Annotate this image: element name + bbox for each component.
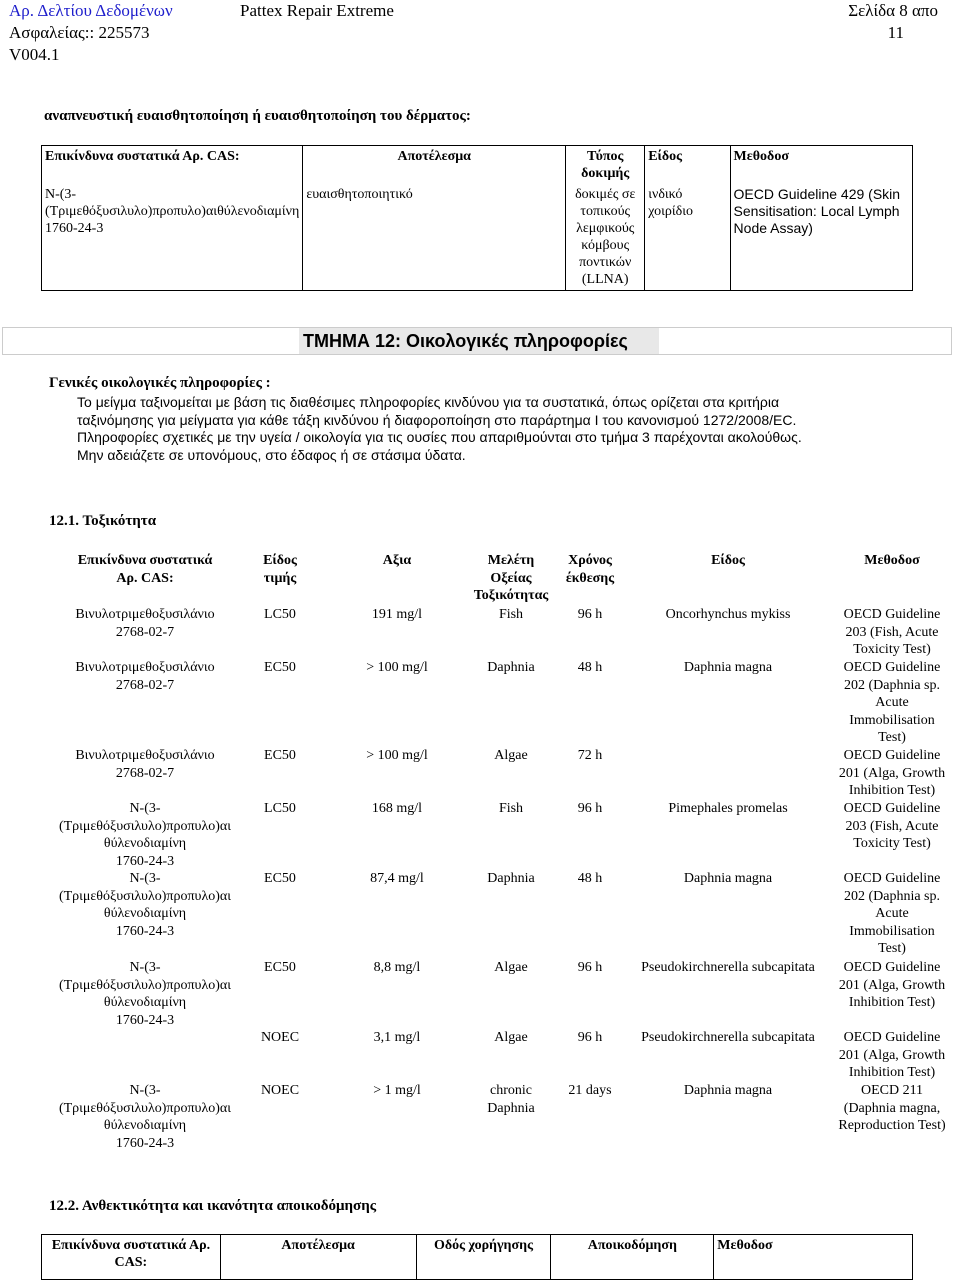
tox-cell-component: N-(3- (Τριμεθόξυσιλυλο)προπυλο)αι θύλενοδιαμίνη 1760-24-3	[58, 801, 232, 869]
tox-cell-method: OECD 211 (Daphnia magna, Reproduction Test)	[838, 1083, 946, 1133]
sens-header-test-type: Τύπος δοκιμής	[566, 146, 645, 185]
tox-header-method: Μεθοδοσ	[864, 553, 920, 568]
tox-cell-value: 3,1 mg/l	[373, 1030, 421, 1045]
tox-cell-study: Fish	[498, 801, 524, 816]
document-version: V004.1	[9, 45, 60, 64]
tox-header-value: Αξια	[382, 553, 412, 568]
tox-header-value-type: Είδος τιμής	[263, 553, 297, 586]
tox-cell-value-type: EC50	[264, 960, 296, 975]
sens-header-method: Μεθοδοσ	[730, 146, 912, 185]
tox-header-species: Είδος	[711, 553, 745, 568]
tox-cell-value: 191 mg/l	[371, 607, 423, 622]
tox-cell-value: 168 mg/l	[371, 801, 423, 816]
page-total: 11	[887, 23, 904, 42]
sens-result: ευαισθητοποιητικό	[303, 184, 566, 291]
general-eco-line: ταξινόμησης για μείγματα για κάθε τάξη κινδύνου ή διαφοροποίηση στο παράρτημα I του κανονισμού 1272/2008/EC.	[77, 411, 797, 428]
tox-cell-species: Daphnia magna	[683, 660, 773, 675]
tox-cell-method: OECD Guideline 201 (Alga, Growth Inhibition Test)	[838, 748, 946, 798]
tox-cell-value-type: EC50	[264, 660, 296, 675]
page-label: Σελίδα 8 απο	[848, 1, 938, 20]
toxicity-title: 12.1. Τοξικότητα	[49, 513, 157, 529]
persistence-title: 12.2. Ανθεκτικότητα και ικανότητα αποικοδόμησης	[49, 1198, 377, 1214]
tox-cell-time: 96 h	[577, 960, 603, 975]
tox-cell-study: chronic Daphnia	[487, 1083, 535, 1116]
tox-header-study: Μελέτη Οξείας Τοξικότητας	[473, 553, 549, 603]
tox-cell-time: 48 h	[577, 660, 603, 675]
tox-cell-species: Daphnia magna	[683, 871, 773, 886]
tox-header-component: Επικίνδυνα συστατικά Αρ. CAS:	[77, 553, 213, 586]
tox-cell-method: OECD Guideline 201 (Alga, Growth Inhibition Test)	[838, 1030, 946, 1080]
sens-test-type: δοκιμές σε τοπικούς λεμφικούς κόμβους ποντικών (LLNA)	[566, 184, 645, 291]
tox-cell-species: Pimephales promelas	[668, 801, 788, 816]
sens-method: OECD Guideline 429 (Skin Sensitisation: Local Lymph Node Assay)	[730, 184, 912, 291]
tox-cell-time: 96 h	[577, 1030, 603, 1045]
tox-cell-time: 96 h	[577, 801, 603, 816]
persist-header-component: Επικίνδυνα συστατικά Αρ. CAS:	[42, 1235, 221, 1280]
sds-number: Ασφαλείας:: 225573	[9, 23, 150, 42]
general-eco-text	[77, 394, 937, 464]
general-eco-line: Το μείγμα ταξινομείται με βάση τις διαθέσιμες πληροφορίες κινδύνου για τα συστατικά, όπως ορίζεται στα κριτήρια	[77, 394, 780, 410]
sensitisation-title: αναπνευστική ευαισθητοποίηση ή ευαισθητοποίηση του δέρματος:	[44, 108, 471, 124]
persist-header-method: Μεθοδοσ	[714, 1235, 913, 1280]
tox-cell-component: N-(3- (Τριμεθόξυσιλυλο)προπυλο)αι θύλενοδιαμίνη 1760-24-3	[58, 1083, 232, 1151]
tox-cell-study: Algae	[494, 1030, 528, 1045]
tox-cell-species: Pseudokirchnerella subcapitata	[641, 1030, 815, 1045]
document-header	[9, 0, 938, 66]
tox-cell-time: 72 h	[577, 748, 603, 763]
tox-cell-value: > 100 mg/l	[366, 660, 428, 675]
tox-cell-value-type: LC50	[264, 607, 296, 622]
tox-cell-value: > 1 mg/l	[373, 1083, 421, 1098]
tox-cell-study: Algae	[494, 748, 528, 763]
general-eco-line: Μην αδειάζετε σε υπονόμους, στο έδαφος ή σε στάσιμα ύδατα.	[77, 446, 466, 463]
tox-cell-value: > 100 mg/l	[366, 748, 428, 763]
persistence-table	[41, 1234, 913, 1280]
persist-header-result: Αποτέλεσμα	[220, 1235, 416, 1280]
tox-cell-component: Βινυλοτριμεθοξυσιλάνιο 2768-02-7	[75, 607, 215, 640]
sensitisation-table	[41, 145, 913, 291]
sens-species: ινδικό χοιρίδιο	[645, 184, 730, 291]
tox-cell-value: 87,4 mg/l	[370, 871, 424, 886]
sens-header-component: Επικίνδυνα συστατικά Αρ. CAS:	[42, 146, 303, 185]
sens-component: N-(3-(Τριμεθόξυσιλυλο)προπυλο)αιθύλενοδιαμίνη 1760-24-3	[42, 184, 303, 291]
section-12-banner	[2, 327, 952, 355]
tox-cell-study: Daphnia	[487, 660, 535, 675]
tox-cell-value: 8,8 mg/l	[373, 960, 421, 975]
persist-header-route: Οδός χορήγησης	[416, 1235, 551, 1280]
general-eco-title: Γενικές οικολογικές πληροφορίες :	[49, 375, 271, 391]
sens-header-result: Αποτέλεσμα	[303, 146, 566, 185]
tox-cell-value-type: NOEC	[260, 1083, 300, 1098]
tox-cell-method: OECD Guideline 202 (Daphnia sp. Acute Immobilisation Test)	[843, 871, 941, 956]
sds-number-label: Αρ. Δελτίου Δεδομένων	[9, 1, 173, 20]
tox-cell-method: OECD Guideline 203 (Fish, Acute Toxicity Test)	[843, 801, 941, 851]
tox-cell-study: Daphnia	[487, 871, 535, 886]
tox-cell-value-type: EC50	[264, 871, 296, 886]
persist-header-degradation: Αποικοδόμηση	[551, 1235, 714, 1280]
product-name: Pattex Repair Extreme	[240, 1, 394, 20]
tox-cell-value-type: NOEC	[260, 1030, 300, 1045]
tox-cell-component: N-(3- (Τριμεθόξυσιλυλο)προπυλο)αι θύλενοδιαμίνη 1760-24-3	[58, 960, 232, 1028]
section-12-title: ΤΜΗΜΑ 12: Οικολογικές πληροφορίες	[303, 331, 628, 351]
tox-cell-component: N-(3- (Τριμεθόξυσιλυλο)προπυλο)αι θύλενοδιαμίνη 1760-24-3	[58, 871, 232, 939]
tox-cell-method: OECD Guideline 201 (Alga, Growth Inhibition Test)	[838, 960, 946, 1010]
tox-cell-method: OECD Guideline 203 (Fish, Acute Toxicity Test)	[843, 607, 941, 657]
general-eco-line: Πληροφορίες σχετικές με την υγεία / οικολογία για τις ουσίες που απαριθμούνται στο τμήμα 3 παρέχονται ακολούθως.	[77, 429, 802, 446]
tox-cell-value-type: EC50	[264, 748, 296, 763]
tox-cell-time: 48 h	[577, 871, 603, 886]
tox-header-time: Χρόνος έκθεσης	[565, 553, 615, 586]
tox-cell-method: OECD Guideline 202 (Daphnia sp. Acute Immobilisation Test)	[843, 660, 941, 745]
tox-cell-value-type: LC50	[264, 801, 296, 816]
tox-cell-study: Algae	[494, 960, 528, 975]
tox-cell-component: Βινυλοτριμεθοξυσιλάνιο 2768-02-7	[75, 660, 215, 693]
tox-cell-study: Fish	[498, 607, 524, 622]
tox-cell-species: Oncorhynchus mykiss	[665, 607, 791, 622]
tox-cell-time: 96 h	[577, 607, 603, 622]
sens-header-species: Είδος	[645, 146, 730, 185]
tox-cell-species: Pseudokirchnerella subcapitata	[641, 960, 815, 975]
tox-cell-component: Βινυλοτριμεθοξυσιλάνιο 2768-02-7	[75, 748, 215, 781]
tox-cell-time: 21 days	[568, 1083, 612, 1098]
tox-cell-species: Daphnia magna	[683, 1083, 773, 1098]
